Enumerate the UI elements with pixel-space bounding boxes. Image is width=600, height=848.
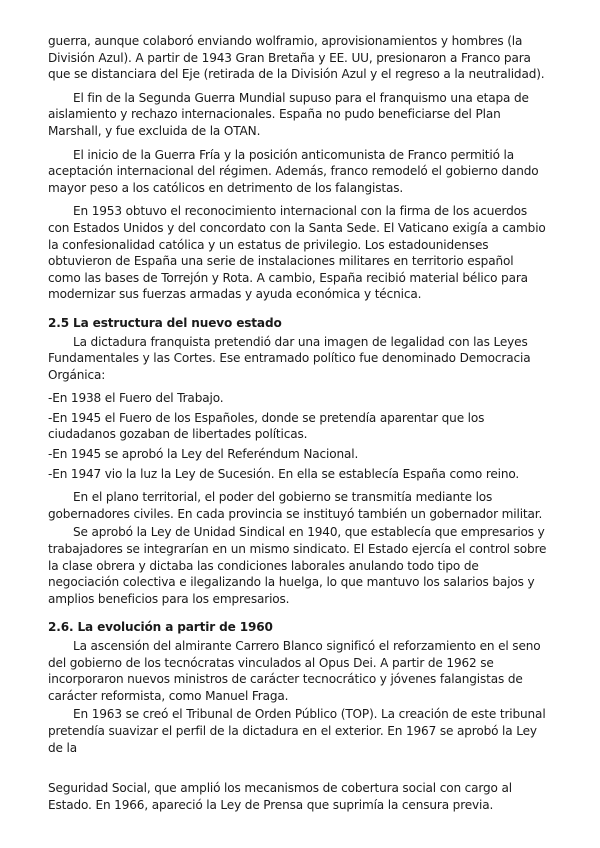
list-item-ley-sucesion: -En 1947 vio la luz la Ley de Sucesión. En ella se establecía España como reino.: [48, 466, 520, 481]
paragraph-guerra-fria: El inicio de la Guerra Fría y la posición anticomunista de Franco permitió la aceptación internacional del régimen. Además, franco remodeló el gobierno dando mayor peso a los católicos en detrimento de los falangistas.: [48, 147, 539, 195]
section-heading-evolucion: 2.6. La evolución a partir de 1960: [48, 620, 273, 635]
section-heading-estructura: 2.5 La estructura del nuevo estado: [48, 315, 282, 330]
list-item-ley-referendum: -En 1945 se aprobó la Ley del Referéndum Nacional.: [48, 447, 359, 462]
paragraph-seguridad-social: Seguridad Social, que amplió los mecanismos de cobertura social con cargo al Estado. En 1966, apareció la Ley de Prensa que suprimía la censura previa.: [48, 781, 512, 812]
paragraph-carrero-blanco: La ascensión del almirante Carrero Blanco significó el reforzamiento en el seno del gobierno de los tecnócratas vinculados al Opus Dei. A partir de 1962 se incorporaron nuevos ministros de carácter tecnocrático y jóvenes falangistas de carácter reformista, como Manuel Fraga.: [48, 639, 541, 703]
list-item-fuero-espanoles: -En 1945 el Fuero de los Españoles, donde se pretendía aparentar que los ciudadanos gozaban de libertades políticas.: [48, 410, 485, 442]
paragraph-plano-territorial: En el plano territorial, el poder del gobierno se transmitía mediante los gobernadores civiles. En cada provincia se instituyó también un gobernador militar.: [48, 490, 543, 521]
paragraph-aislamiento: El fin de la Segunda Guerra Mundial supuso para el franquismo una etapa de aislamiento y rechazo internacionales. España no pudo beneficiarse del Plan Marshall, y fue excluida de la OTAN.: [48, 90, 529, 138]
page-break-gap: [48, 756, 548, 780]
paragraph-unidad-sindical: Se aprobó la Ley de Unidad Sindical en 1940, que establecía que empresarios y trabajadores se integrarían en un mismo sindicato. El Estado ejercía el control sobre la clase obrera y dictaba las condiciones laborales anulando todo tipo de negociación colectiva e ilegalizando la huelga, lo que mantuvo los salarios bajos y amplios beneficios para los empresarios.: [48, 525, 547, 606]
paragraph-division-azul: guerra, aunque colaboró enviando wolframio, aprovisionamientos y hombres (la División Azul). A partir de 1943 Gran Bretaña y EE. UU, presionaron a Franco para que se distanciara del Eje (retirada de la División Azul y el regreso a la neutralidad).: [48, 34, 545, 82]
paragraph-democracia-organica: La dictadura franquista pretendió dar una imagen de legalidad con las Leyes Fundamentales y las Cortes. Ese entramado político fue denominado Democracia Orgánica:: [48, 334, 531, 382]
paragraph-tribunal-orden-publico: En 1963 se creó el Tribunal de Orden Público (TOP). La creación de este tribunal pretendía suavizar el perfil de la dictadura en el exterior. En 1967 se aprobó la Ley de la: [48, 707, 546, 755]
list-item-fuero-trabajo: -En 1938 el Fuero del Trabajo.: [48, 391, 224, 406]
paragraph-reconocimiento-1953: En 1953 obtuvo el reconocimiento internacional con la firma de los acuerdos con Estados Unidos y del concordato con la Santa Sede. El Vaticano exigía a cambio la confesionalidad católica y un estatus de privilegio. Los estadounidenses obtuvieron de España una serie de instalaciones militares en territorio español como las bases de Torrejón y Rota. A cambio, España recibió material bélico para modernizar sus fuerzas armadas y ayuda económica y técnica.: [48, 204, 546, 302]
